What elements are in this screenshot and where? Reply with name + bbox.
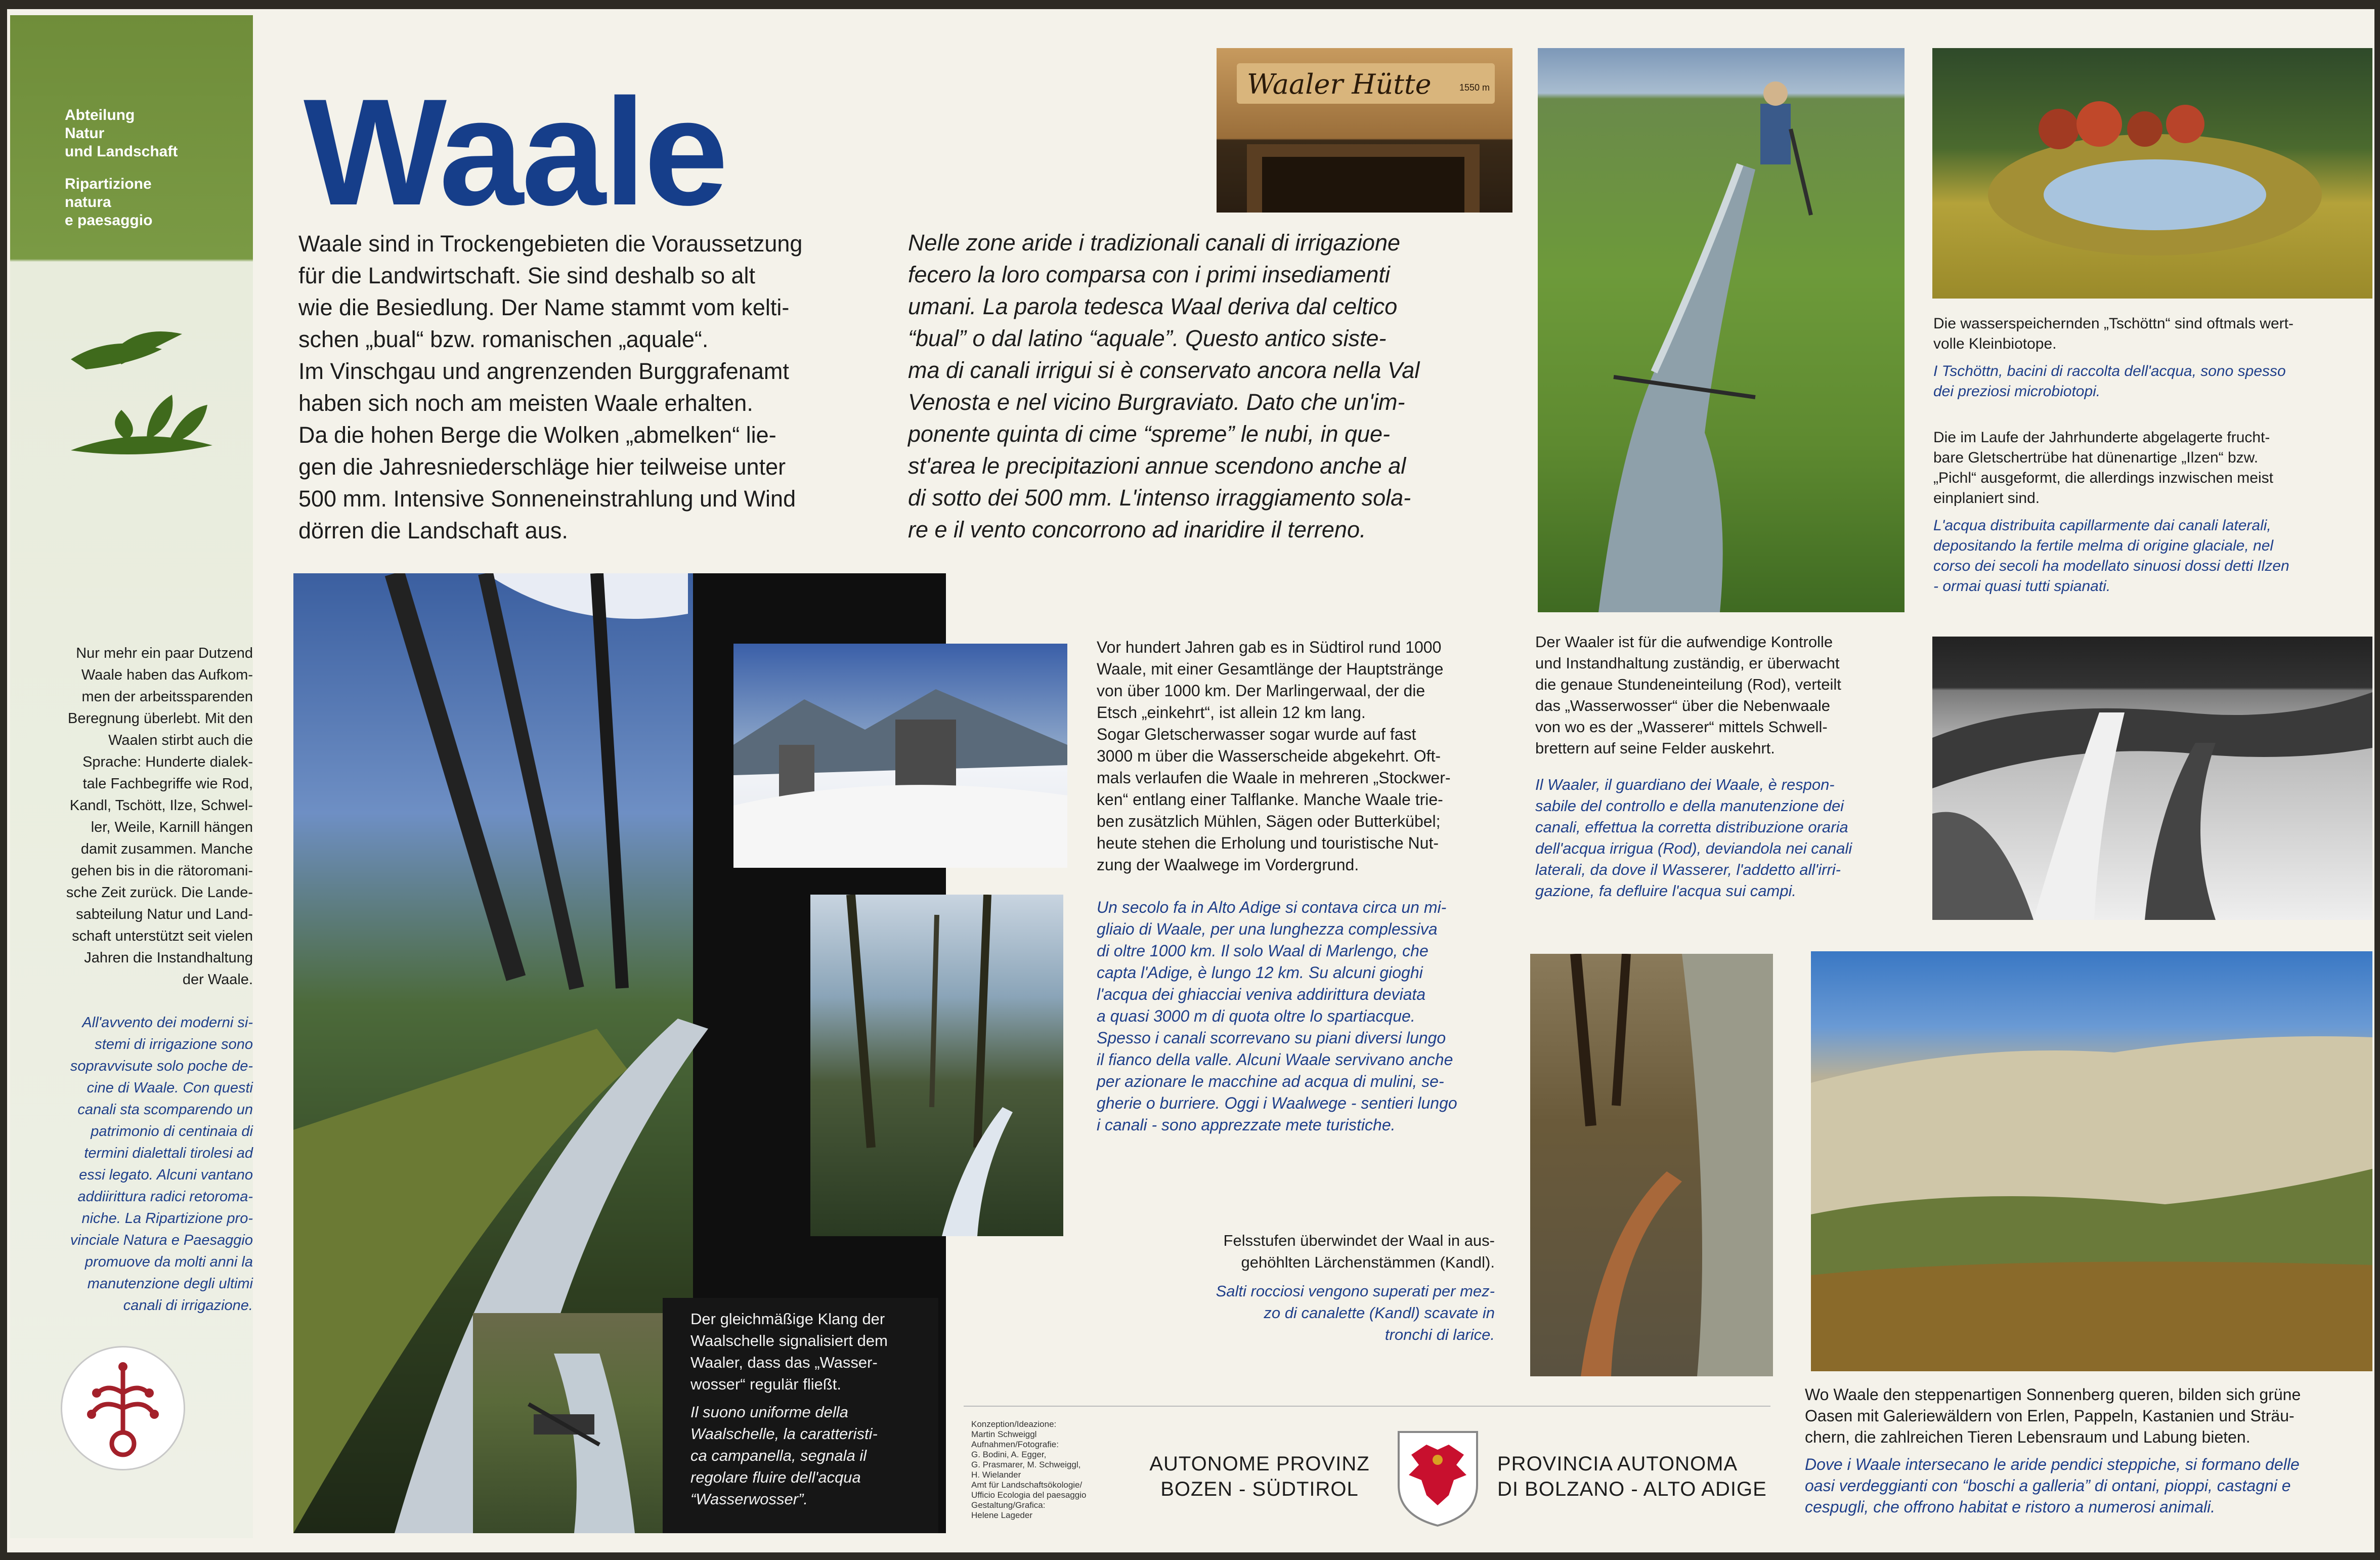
hut-sign-altitude: 1550 m <box>1459 82 1490 93</box>
photo-waaler-man <box>1538 48 1905 612</box>
kandl-caption: Felsstufen überwindet der Waal in aus- gehöhlten Lärchenstämmen (Kandl). Salti rocciosi vengono superati per mez- zo di canalette (Kandl) scavate in tronchi di larice. <box>1216 1232 1495 1343</box>
photo-tschoett-pond <box>1932 48 2372 299</box>
history-text-de: Vor hundert Jahren gab es in Südtirol rund 1000 Waale, mit einer Gesamtlänge der Hauptstränge von über 1000 km. Der Marlingerwaal, der die Etsch „einkehrt“, ist allein 12 km lang. Sogar Gletscherwasser sogar wurde auf fast 3000 m über die Wasserscheide abgekehrt. Oft- mals verlaufen die Waale in mehreren „Stockwer- ken“ entlang einer Talflanke. Manche Waale trie- ben zusätzlich Mühlen, Sägen oder Butterkübel; heute stehen die Erholung und touristische Nut- zung der Waalwege im Vordergrund. <box>1097 638 1451 874</box>
hut-sign-text: Waaler Hütte <box>1247 68 1432 100</box>
footer-divider <box>964 1406 1770 1407</box>
credits: Konzeption/Ideazione: Martin Schweiggl Aufnahmen/Fotografie: G. Bodini, A. Egger, G. Prasmarer, M. Schweiggl, H. Wielander Amt für Landschaftsökologie/ Ufficio Ecologia del paesaggio Gestaltung/Grafica: Helene Lageder <box>971 1419 1087 1520</box>
photo-kandl-rock <box>1530 954 1773 1376</box>
photo-ilzen-field <box>1932 637 2372 920</box>
waalschelle-caption: Der gleichmäßige Klang der Waalschelle signalisiert dem Waaler, dass das „Wasser- wosser“ regulär fließt. Il suono uniforme della Waalschelle, la caratteristi- ca campanella, segnala il regolare fluire dell'acqua “Wasserwosser”. <box>690 1310 888 1508</box>
sidebar-text-it: All'avvento dei moderni si- stemi di irrigazione sono sopravvisute solo poche de- cine di Waale. Con questi canali sta scomparendo un patrimonio di centinaia di termini dialettali tirolesi ad essi legato. Alcuni vantano addiirittura radici retoroma- niche. La Ripartizione pro- vinciale Natura e Paesaggio promuove da molti anni la manutenzione degli ultimi canali di irrigazione. <box>70 1015 253 1314</box>
department-name: Abteilung Natur und Landschaft Ripartizione natura e paesaggio <box>65 107 178 229</box>
photo-waaler-huette <box>1217 48 1512 213</box>
eagle-crest-icon <box>1396 1429 1480 1528</box>
province-name-it: PROVINCIA AUTONOMA DI BOLZANO - ALTO ADIGE <box>1497 1453 1767 1500</box>
page-title: Waale <box>304 67 726 237</box>
sonnenberg-caption: Wo Waale den steppenartigen Sonnenberg queren, bilden sich grüne Oasen mit Galeriewäldern von Erlen, Pappeln, Kastanien und Sträu- chern, die zahlreichen Tieren Lebensraum und Labung bieten. Dove i Waale intersecano le aride pendici steppiche, si formano delle oasi verdeggianti con “boschi a galleria” di ontani, pioppi, castagni e cespugli, che offrono habitat e ristoro a numerosi animali. <box>1805 1385 2301 1516</box>
sidebar-text-de: Nur mehr ein paar Dutzend Waale haben das Aufkom- men der arbeitssparenden Beregnung überlebt. Mit den Waalen stirbt auch die Sprache: Hunderte dialek- tale Fachbegriffe wie Rod, Kandl, Tschött, Ilze, Schwel- ler, Weile, Karnill hängen damit zusammen. Manche gehen bis in die rätoromani- sche Zeit zurück. Die Lande- sabteilung Natur und Land- schaft unterstützt seit vielen Jahren die Instandhaltung der Waale. <box>66 645 253 988</box>
tschoett-caption: Die wasserspeichernden „Tschöttn“ sind oftmals wert- volle Kleinbiotope. I Tschöttn, bacini di raccolta dell'acqua, sono spesso dei preziosi microbiotopi. <box>1933 315 2294 400</box>
province-name-de: AUTONOME PROVINZ BOZEN - SÜDTIROL <box>1149 1453 1370 1500</box>
photo-sonnenberg <box>1811 951 2372 1371</box>
ilzen-caption: Die im Laufe der Jahrhunderte abgelagerte frucht- bare Gletschertrübe hat dünenartige „Ilzen“ bzw. „Pichl“ ausgeformt, die allerdings inzwischen meist einplaniert sind. L'acqua distribuita capillarmente dai canali laterali, depositando la fertile melma di origine glaciale, nel corso dei secoli ha modellato sinuosi dossi detti Ilzen - ormai quasi tutti spianati. <box>1933 429 2289 595</box>
waaler-caption-it: Il Waaler, il guardiano dei Waale, è respon- sabile del controllo e della manutenzione dei canali, effettua la corretta distribuzione oraria dell'acqua irrigua (Rod), deviandola nei canali laterali, da dove il Wasserer, l'addetto all'irri- gazione, fa defluire l'acqua sui campi. <box>1535 776 1852 900</box>
photo-trees-canal <box>810 895 1063 1236</box>
photo-mountain-ruins <box>733 644 1067 868</box>
tree-logo-icon <box>61 1346 185 1470</box>
waaler-caption-de: Der Waaler ist für die aufwendige Kontrolle und Instandhaltung zuständig, er überwacht die genaue Stundeneinteilung (Rod), verteilt das „Wasserwosser“ über die Nebenwaale von wo es der „Wasserer“ mittels Schwell- brettern auf seine Felder auskehrt. <box>1535 633 1841 757</box>
history-text-it: Un secolo fa in Alto Adige si contava circa un mi- gliaio di Waale, per una lunghezza complessiva di oltre 1000 km. Il solo Waal di Marlengo, che capta l'Adige, è lungo 12 km. Su alcuni gioghi l'acqua dei ghiacciai veniva addirittura deviata a quasi 3000 m di quota oltre lo spartiacque. Spesso i canali scorrevano su piani diversi lungo il fianco della valle. Alcuni Waale servivano anche per azionare le macchine ad acqua di mulini, se- gherie o burriere. Oggi i Waalwege - sentieri lungo i canali - sono apprezzate mete turistiche. <box>1097 898 1457 1134</box>
leaf-bird-icon <box>66 324 218 476</box>
intro-text-it: Nelle zone aride i tradizionali canali di irrigazione fecero la loro comparsa con i primi insediamenti umani. La parola tedesca Waal deriva dal celtico “bual” o dal latino “aquale”. Questo antico siste- ma di canali irrigui si è conservato ancora nella Val Venosta e nel vicino Burgraviato. Dato che un'im- ponente quinta di cime “spreme” le nubi, in que- st'area le precipitazioni annue scendono anche al di sotto dei 500 mm. L'intenso irraggiamento sola- re e il vento concorrono ad inaridire il terreno. <box>908 230 1420 542</box>
intro-text-de: Waale sind in Trockengebieten die Voraussetzung für die Landwirtschaft. Sie sind deshalb so alt wie die Besiedlung. Der Name stammt vom kelti- schen „bual“ bzw. romanischen „aquale“. Im Vinschgau und angrenzenden Burggrafenamt haben sich noch am meisten Waale erhalten. Da die hohen Berge die Wolken „abmelken“ lie- gen die Jahresniederschläge hier teilweise unter 500 mm. Intensive Sonneneinstrahlung und Wind dörren die Landschaft aus. <box>298 231 803 543</box>
photo-waalschelle <box>473 1313 663 1533</box>
